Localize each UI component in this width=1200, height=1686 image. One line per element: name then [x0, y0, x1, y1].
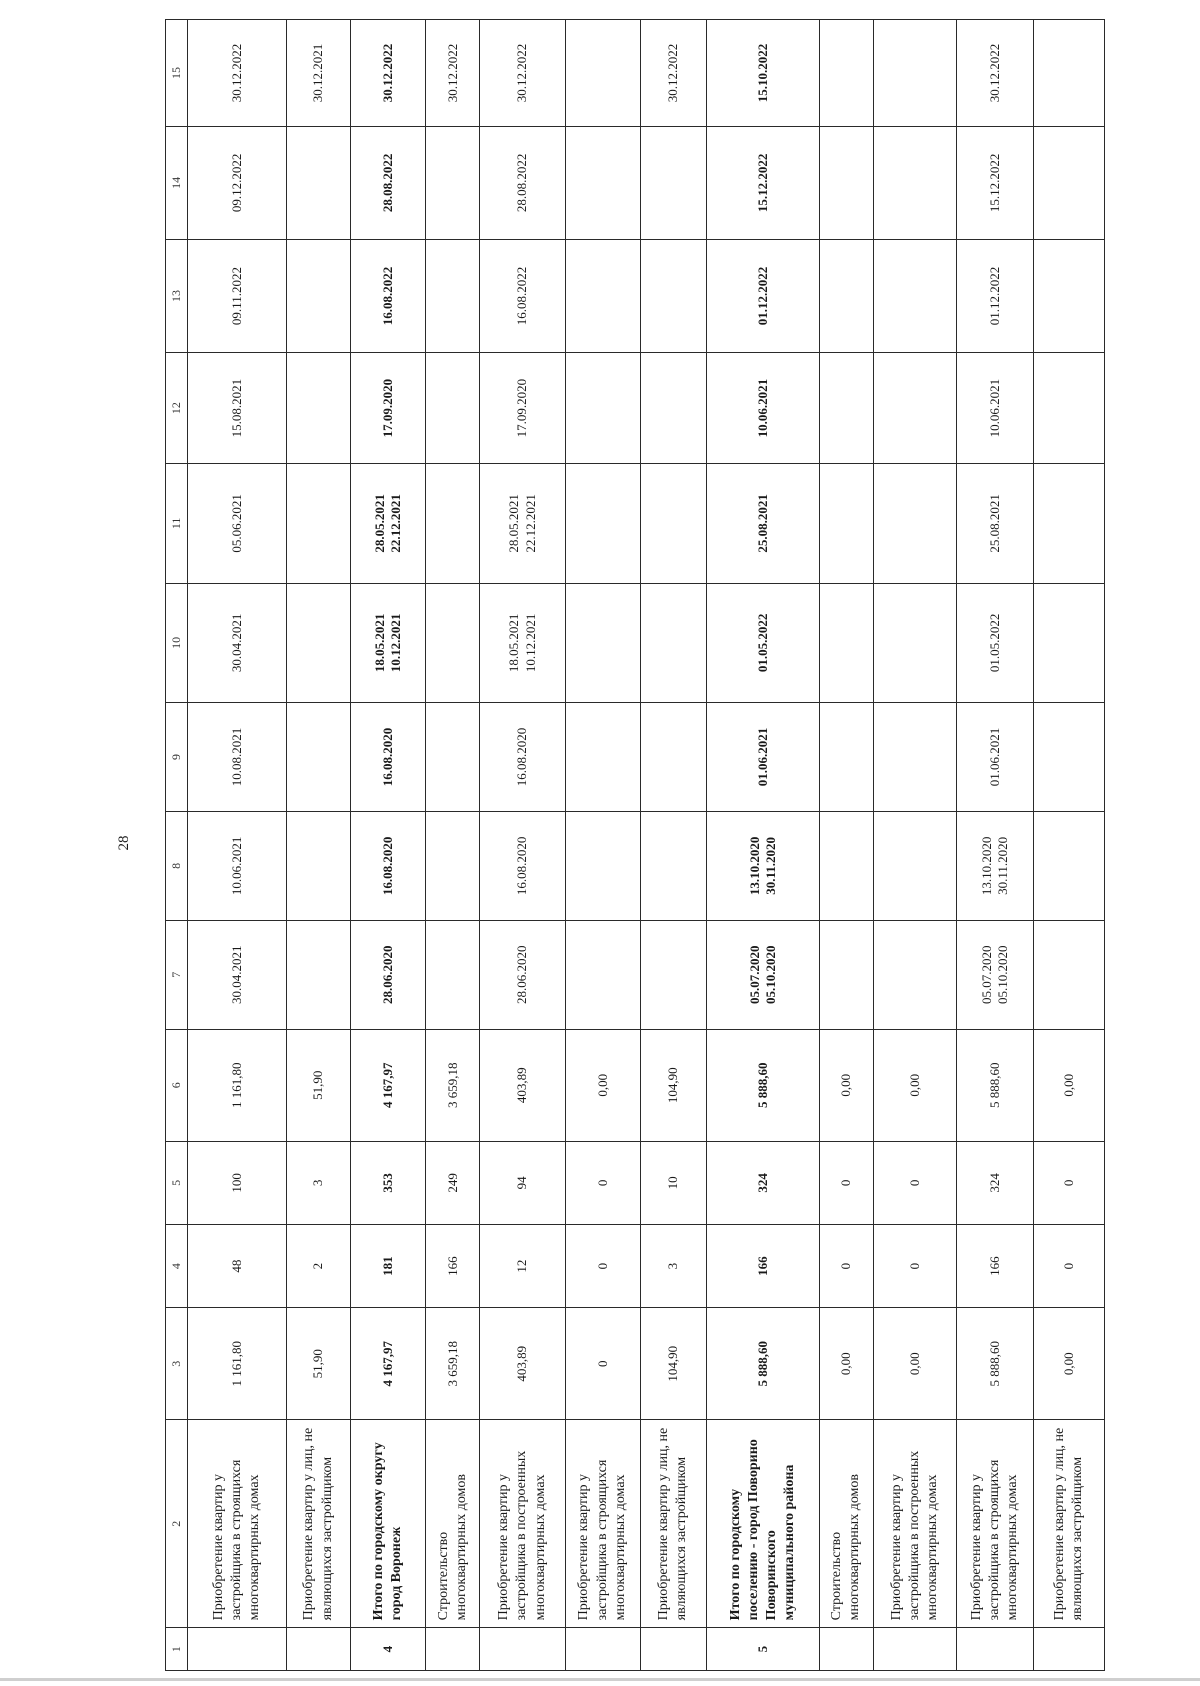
table-cell: 30.12.2021 [286, 20, 351, 127]
table-cell [286, 464, 351, 584]
column-number: 12 [166, 353, 188, 464]
table-cell: 324 [707, 1141, 819, 1224]
column-number: 4 [166, 1224, 188, 1307]
table-cell: 100 [187, 1141, 286, 1224]
table-cell [873, 239, 956, 352]
table-cell: 30.12.2022 [640, 20, 707, 127]
table-cell: 16.08.2020 [351, 811, 426, 920]
table-cell [426, 920, 480, 1029]
table-cell [873, 20, 956, 127]
scan-bottom-edge [0, 1678, 1200, 1681]
table-cell: 166 [426, 1224, 480, 1307]
table-cell [819, 239, 873, 352]
table-cell [1034, 353, 1105, 464]
row-name-cell: Приобретение квартир у лиц, не являющихся застройщиком [286, 1420, 351, 1628]
table-cell [1034, 583, 1105, 703]
table-cell: 10 [640, 1141, 707, 1224]
row-number-cell [819, 1628, 873, 1671]
table-cell: 09.12.2022 [187, 126, 286, 239]
table-cell: 16.08.2020 [480, 811, 565, 920]
table-cell: 166 [957, 1224, 1034, 1307]
table-cell: 0,00 [873, 1029, 956, 1141]
row-number-cell [187, 1628, 286, 1671]
table-cell [565, 583, 640, 703]
table-cell [426, 703, 480, 812]
table-cell [873, 126, 956, 239]
table-cell [819, 811, 873, 920]
table-row [187, 20, 286, 1671]
table-cell [640, 464, 707, 584]
table-cell: 01.06.2021 [707, 703, 819, 812]
table-cell [286, 703, 351, 812]
table-cell [426, 353, 480, 464]
table-cell: 01.12.2022 [707, 239, 819, 352]
table-cell [286, 811, 351, 920]
table-cell [640, 920, 707, 1029]
table-cell [1034, 464, 1105, 584]
table-cell [426, 464, 480, 584]
table-cell: 05.07.2020 05.10.2020 [957, 920, 1034, 1029]
table-cell: 5 888,60 [707, 1308, 819, 1420]
table-cell [819, 583, 873, 703]
table-cell: 16.08.2022 [351, 239, 426, 352]
table-row [873, 20, 956, 1671]
table-cell: 05.07.2020 05.10.2020 [707, 920, 819, 1029]
table-cell: 0 [873, 1141, 956, 1224]
row-name-cell: Итого по городскому округу город Воронеж [351, 1420, 426, 1628]
table-cell: 104,90 [640, 1029, 707, 1141]
table-cell: 28.06.2020 [351, 920, 426, 1029]
row-name-cell: Приобретение квартир у застройщика в построенных многоквартирных домах [480, 1420, 565, 1628]
table-cell: 30.12.2022 [426, 20, 480, 127]
table-cell: 13.10.2020 30.11.2020 [707, 811, 819, 920]
table-cell: 0,00 [819, 1029, 873, 1141]
table-cell: 25.08.2021 [707, 464, 819, 584]
row-number-cell [565, 1628, 640, 1671]
table-cell: 0 [1034, 1224, 1105, 1307]
row-name-cell: Приобретение квартир у лиц, не являющихся застройщиком [640, 1420, 707, 1628]
table-cell: 0,00 [1034, 1029, 1105, 1141]
table-cell: 12 [480, 1224, 565, 1307]
table-cell: 51,90 [286, 1308, 351, 1420]
table-cell: 51,90 [286, 1029, 351, 1141]
table-cell [426, 583, 480, 703]
table-cell [426, 126, 480, 239]
table-cell [640, 239, 707, 352]
table-cell [819, 126, 873, 239]
table-cell [640, 583, 707, 703]
column-number: 8 [166, 811, 188, 920]
row-name-cell: Строительство многоквартирных домов [819, 1420, 873, 1628]
table-cell [1034, 811, 1105, 920]
table-cell: 0 [1034, 1141, 1105, 1224]
table-cell [1034, 703, 1105, 812]
table-cell [640, 353, 707, 464]
table-cell: 0,00 [819, 1308, 873, 1420]
table-cell: 16.08.2020 [480, 703, 565, 812]
table-cell: 25.08.2021 [957, 464, 1034, 584]
table-row [565, 20, 640, 1671]
table-cell: 30.12.2022 [351, 20, 426, 127]
table-cell: 28.08.2022 [480, 126, 565, 239]
table-cell: 4 167,97 [351, 1308, 426, 1420]
row-number-cell [957, 1628, 1034, 1671]
row-number-cell [480, 1628, 565, 1671]
table-cell: 30.12.2022 [187, 20, 286, 127]
table-cell [565, 811, 640, 920]
table-cell: 1 161,80 [187, 1029, 286, 1141]
table-cell [1034, 920, 1105, 1029]
column-number: 1 [166, 1628, 188, 1671]
row-name-cell: Приобретение квартир у лиц, не являющихся застройщиком [1034, 1420, 1105, 1628]
column-number: 5 [166, 1141, 188, 1224]
column-number: 7 [166, 920, 188, 1029]
table-cell: 0 [565, 1308, 640, 1420]
table-row [957, 20, 1034, 1671]
table-cell [873, 583, 956, 703]
table-row [819, 20, 873, 1671]
table-cell [819, 703, 873, 812]
table-cell: 0 [819, 1224, 873, 1307]
table-cell [1034, 126, 1105, 239]
table-cell: 10.06.2021 [707, 353, 819, 464]
row-name-cell: Строительство многоквартирных домов [426, 1420, 480, 1628]
table-cell [426, 239, 480, 352]
table-cell [819, 20, 873, 127]
table-cell [286, 353, 351, 464]
column-number: 6 [166, 1029, 188, 1141]
column-number: 11 [166, 464, 188, 584]
table-cell: 30.12.2022 [957, 20, 1034, 127]
table-cell: 3 659,18 [426, 1308, 480, 1420]
row-number-cell: 5 [707, 1628, 819, 1671]
row-name-cell: Итого по городскому поселению - город Поворино Поворинского муниципального района [707, 1420, 819, 1628]
row-name-cell: Приобретение квартир у застройщика в строящихся многоквартирных домах [565, 1420, 640, 1628]
table-cell: 353 [351, 1141, 426, 1224]
table-cell [286, 920, 351, 1029]
row-number-cell [640, 1628, 707, 1671]
table-cell: 10.06.2021 [187, 811, 286, 920]
column-number: 14 [166, 126, 188, 239]
table-cell: 17.09.2020 [351, 353, 426, 464]
table-cell: 94 [480, 1141, 565, 1224]
table-row [426, 20, 480, 1671]
table-cell [565, 353, 640, 464]
table-cell: 104,90 [640, 1308, 707, 1420]
table-cell [1034, 20, 1105, 127]
column-number: 10 [166, 583, 188, 703]
table-cell: 30.04.2021 [187, 920, 286, 1029]
column-number: 15 [166, 20, 188, 127]
table-cell: 09.11.2022 [187, 239, 286, 352]
table-cell: 3 [640, 1224, 707, 1307]
table-cell: 10.08.2021 [187, 703, 286, 812]
table-cell [1034, 239, 1105, 352]
row-name-cell: Приобретение квартир у застройщика в строящихся многоквартирных домах [957, 1420, 1034, 1628]
column-number-row [166, 20, 188, 1671]
table-cell: 01.06.2021 [957, 703, 1034, 812]
table-cell: 15.12.2022 [707, 126, 819, 239]
column-number: 13 [166, 239, 188, 352]
row-number-cell [286, 1628, 351, 1671]
table-cell: 249 [426, 1141, 480, 1224]
table-cell [565, 703, 640, 812]
column-number: 2 [166, 1420, 188, 1628]
table-cell [819, 353, 873, 464]
table-row [480, 20, 565, 1671]
table-cell: 10.06.2021 [957, 353, 1034, 464]
table-cell [640, 811, 707, 920]
table-cell: 181 [351, 1224, 426, 1307]
row-number-cell: 4 [351, 1628, 426, 1671]
table-cell: 15.10.2022 [707, 20, 819, 127]
table-cell: 0 [565, 1141, 640, 1224]
table-cell [640, 703, 707, 812]
table-cell [426, 811, 480, 920]
table-cell: 15.08.2021 [187, 353, 286, 464]
table-cell: 3 659,18 [426, 1029, 480, 1141]
table-cell: 0 [819, 1141, 873, 1224]
page-number: 28 [116, 835, 132, 851]
table-row [286, 20, 351, 1671]
table-cell [286, 583, 351, 703]
table-cell: 01.05.2022 [957, 583, 1034, 703]
table-cell [565, 920, 640, 1029]
table-cell: 28.06.2020 [480, 920, 565, 1029]
table-cell [286, 239, 351, 352]
table-cell [640, 126, 707, 239]
table-cell: 0,00 [873, 1308, 956, 1420]
table-cell [873, 920, 956, 1029]
table-cell: 18.05.2021 10.12.2021 [351, 583, 426, 703]
table-cell [565, 239, 640, 352]
table-cell: 05.06.2021 [187, 464, 286, 584]
table-cell: 16.08.2020 [351, 703, 426, 812]
table-cell [873, 353, 956, 464]
table-cell: 01.05.2022 [707, 583, 819, 703]
rotated-table-container [165, 19, 1105, 1671]
table-cell: 16.08.2022 [480, 239, 565, 352]
column-number: 9 [166, 703, 188, 812]
table-cell: 2 [286, 1224, 351, 1307]
table-cell: 0,00 [565, 1029, 640, 1141]
table-cell: 5 888,60 [957, 1308, 1034, 1420]
table-cell: 13.10.2020 30.11.2020 [957, 811, 1034, 920]
table-cell [565, 126, 640, 239]
row-number-cell [426, 1628, 480, 1671]
table-cell: 166 [707, 1224, 819, 1307]
table-cell: 30.04.2021 [187, 583, 286, 703]
table-cell [873, 811, 956, 920]
table-cell: 0,00 [1034, 1308, 1105, 1420]
table-cell: 3 [286, 1141, 351, 1224]
table-cell: 0 [873, 1224, 956, 1307]
table-cell: 15.12.2022 [957, 126, 1034, 239]
row-name-cell: Приобретение квартир у застройщика в строящихся многоквартирных домах [187, 1420, 286, 1628]
table-cell: 0 [565, 1224, 640, 1307]
column-number: 3 [166, 1308, 188, 1420]
table-row [1034, 20, 1105, 1671]
row-number-cell [873, 1628, 956, 1671]
table-cell: 48 [187, 1224, 286, 1307]
table-cell [819, 464, 873, 584]
table-cell: 1 161,80 [187, 1308, 286, 1420]
row-number-cell [1034, 1628, 1105, 1671]
table-cell: 5 888,60 [707, 1029, 819, 1141]
table-cell: 01.12.2022 [957, 239, 1034, 352]
table-cell: 5 888,60 [957, 1029, 1034, 1141]
table-cell [565, 20, 640, 127]
table-cell: 4 167,97 [351, 1029, 426, 1141]
housing-program-table [165, 19, 1105, 1671]
table-total-row [351, 20, 426, 1671]
table-row [640, 20, 707, 1671]
row-name-cell: Приобретение квартир у застройщика в построенных многоквартирных домах [873, 1420, 956, 1628]
table-cell [873, 464, 956, 584]
table-cell: 28.05.2021 22.12.2021 [480, 464, 565, 584]
table-cell: 28.08.2022 [351, 126, 426, 239]
table-cell [565, 464, 640, 584]
table-body [166, 20, 1105, 1671]
table-cell: 403,89 [480, 1029, 565, 1141]
table-total-row [707, 20, 819, 1671]
table-cell [873, 703, 956, 812]
table-cell: 30.12.2022 [480, 20, 565, 127]
table-cell: 324 [957, 1141, 1034, 1224]
table-cell: 18.05.2021 10.12.2021 [480, 583, 565, 703]
table-cell: 403,89 [480, 1308, 565, 1420]
table-cell [286, 126, 351, 239]
table-cell [819, 920, 873, 1029]
table-cell: 28.05.2021 22.12.2021 [351, 464, 426, 584]
table-cell: 17.09.2020 [480, 353, 565, 464]
